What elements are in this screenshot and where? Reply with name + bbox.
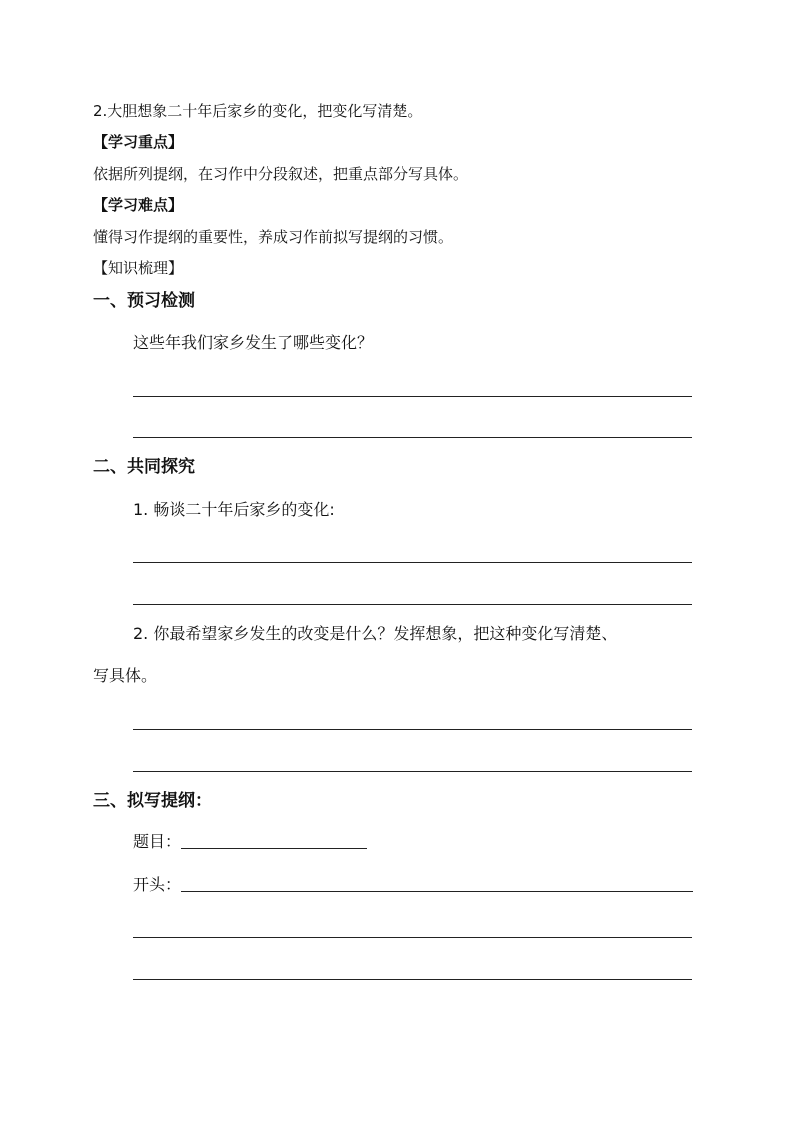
- section-1-title: 一、预习检测: [93, 291, 195, 311]
- difficulty-heading: 【学习难点】: [93, 196, 184, 214]
- section-3-title: 三、拟写提纲：: [93, 791, 212, 811]
- key-point-heading: 【学习重点】: [93, 133, 184, 151]
- opening-row: [133, 877, 693, 893]
- section-2-question-2: 2. 你最希望家乡发生的改变是什么？发挥想象，把这种变化写清楚、: [133, 624, 618, 643]
- section-2-question-2-continued: 写具体。: [93, 666, 158, 685]
- answer-line[interactable]: [133, 729, 692, 730]
- opening-blank[interactable]: [181, 891, 693, 892]
- topic-row: [133, 834, 367, 850]
- opening-label: 开头：: [133, 875, 182, 894]
- key-point-text: 依据所列提纲，在习作中分段叙述，把重点部分写具体。: [93, 165, 469, 183]
- difficulty-text: 懂得习作提纲的重要性，养成习作前拟写提纲的习惯。: [93, 228, 454, 246]
- section-2-title: 二、共同探究: [93, 457, 195, 477]
- answer-line[interactable]: [133, 437, 692, 438]
- section-2-question-1: 1. 畅谈二十年后家乡的变化:: [133, 500, 335, 519]
- answer-line[interactable]: [133, 771, 692, 772]
- section-1-question: 这些年我们家乡发生了哪些变化？: [133, 333, 374, 352]
- knowledge-heading: 【知识梳理】: [93, 259, 184, 277]
- answer-line[interactable]: [133, 396, 692, 397]
- answer-line[interactable]: [133, 604, 692, 605]
- objective-2: 2.大胆想象二十年后家乡的变化，把变化写清楚。: [93, 102, 423, 120]
- topic-label: 题目：: [133, 832, 182, 851]
- topic-blank[interactable]: [181, 848, 367, 849]
- answer-line[interactable]: [133, 562, 692, 563]
- answer-line[interactable]: [133, 979, 692, 980]
- answer-line[interactable]: [133, 937, 692, 938]
